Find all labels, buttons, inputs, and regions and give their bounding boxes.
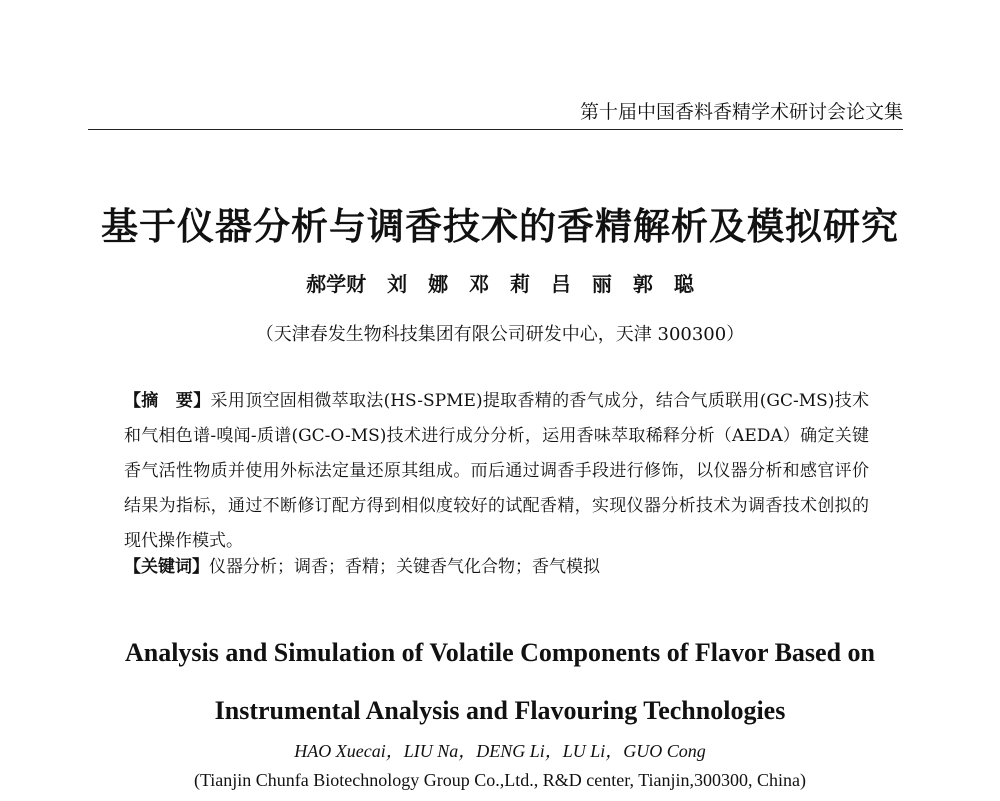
authors-english: HAO Xuecai，LIU Na，DENG Li，LU Li，GUO Cong: [294, 741, 706, 761]
keywords-text: 仪器分析；调香；香精；关键香气化合物；香气模拟: [209, 557, 600, 577]
affiliation-chinese: （天津春发生物科技集团有限公司研发中心，天津 300300）: [255, 324, 745, 345]
authors-chinese: 郝学财 刘 娜 邓 莉 吕 丽 郭 聪: [306, 272, 694, 296]
keywords-label: 【关键词】: [124, 557, 209, 577]
title-english-line-2: Instrumental Analysis and Flavouring Technologies: [214, 696, 786, 725]
abstract-block: [124, 384, 869, 559]
keywords-block: [124, 552, 869, 582]
paper-title-chinese: 基于仪器分析与调香技术的香精解析及模拟研究: [101, 205, 899, 248]
affiliation-english: (Tianjin Chunfa Biotechnology Group Co.,Ltd., R&D center, Tianjin,300300, China): [193, 770, 807, 790]
abstract-label: 【摘 要】: [124, 391, 211, 411]
running-header: 第十届中国香料香精学术研讨会论文集: [579, 101, 903, 123]
title-english-line-1: Analysis and Simulation of Volatile Components of Flavor Based on: [124, 638, 876, 667]
header-rule: [88, 129, 903, 130]
paper-title-english: [60, 624, 940, 740]
abstract-text: 采用顶空固相微萃取法(HS-SPME)提取香精的香气成分，结合气质联用(GC-MS)技术和气相色谱-嗅闻-质谱(GC-O-MS)技术进行成分分析，运用香味萃取稀释分析（AEDA）确定关键香气活性物质并使用外标法定量还原其组成。而后通过调香手段进行修饰，以仪器分析和感官评价结果为指标，通过不断修订配方得到相似度较好的试配香精，实现仪器分析技术为调香技术创拟的现代操作模式。: [124, 391, 870, 551]
